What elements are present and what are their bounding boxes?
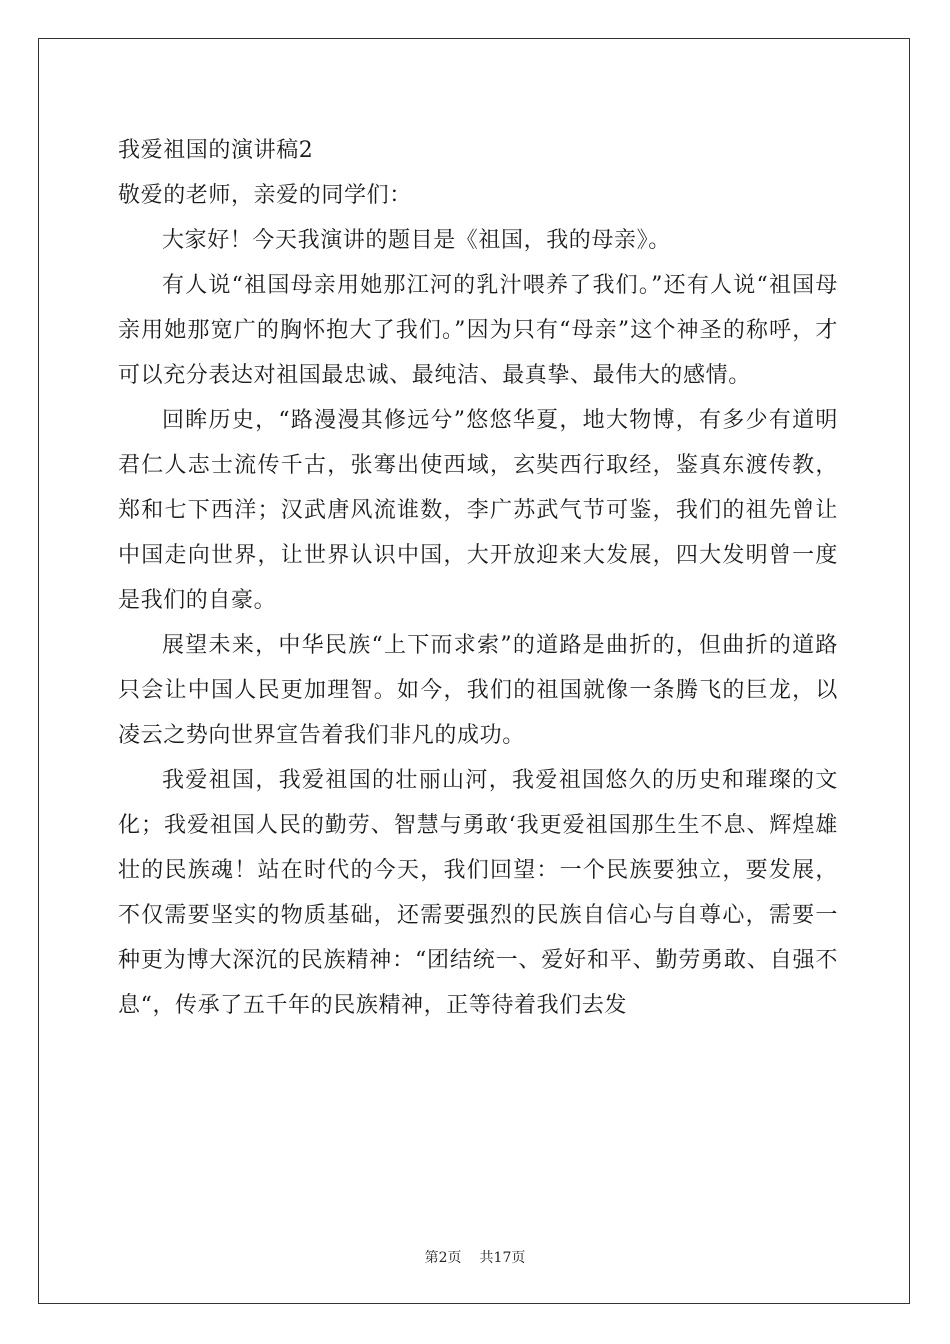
paragraph-4: 展望未来，中华民族“上下而求索”的道路是曲折的，但曲折的道路只会让中国人民更加理智。如今，我们的祖国就像一条腾飞的巨龙，以凌云之势向世界宣告着我们非凡的成功。 <box>118 633 838 748</box>
page-footer <box>0 1248 950 1268</box>
paragraph-2: 有人说“祖国母亲用她那江河的乳汁喂养了我们。”还有人说“祖国母亲用她那宽广的胸怀抱大了我们。”因为只有“母亲”这个神圣的称呼，才可以充分表达对祖国最忠诚、最纯洁、最真挚、最伟大的感情。 <box>118 273 838 388</box>
document-title: 我爱祖国的演讲稿2 <box>118 138 314 163</box>
document-body <box>118 128 838 1028</box>
paragraph-5: 我爱祖国，我爱祖国的壮丽山河，我爱祖国悠久的历史和璀璨的文化；我爱祖国人民的勤劳、智慧与勇敢‘我更爱祖国那生生不息、辉煌雄壮的民族魂！站在时代的今天，我们回望：一个民族要独立，要发展，不仅需要坚实的物质基础，还需要强烈的民族自信心与自尊心，需要一种更为博大深沉的民族精神：“团结统一、爱好和平、勤劳勇敢、自强不息“，传承了五千年的民族精神，正等待着我们去发 <box>118 768 838 1018</box>
page-total: 共17页 <box>479 1250 526 1266</box>
paragraph-1: 大家好！今天我演讲的题目是《祖国，我的母亲》。 <box>162 228 671 253</box>
page-number: 第2页 <box>424 1250 462 1266</box>
salutation: 敬爱的老师，亲爱的同学们： <box>118 183 412 208</box>
paragraph-3: 回眸历史，“路漫漫其修远兮”悠悠华夏，地大物博，有多少有道明君仁人志士流传千古，张骞出使西域，玄奘西行取经，鉴真东渡传教，郑和七下西洋；汉武唐风流谁数，李广苏武气节可鉴，我们的祖先曾让中国走向世界，让世界认识中国，大开放迎来大发展，四大发明曾一度是我们的自豪。 <box>118 408 838 613</box>
